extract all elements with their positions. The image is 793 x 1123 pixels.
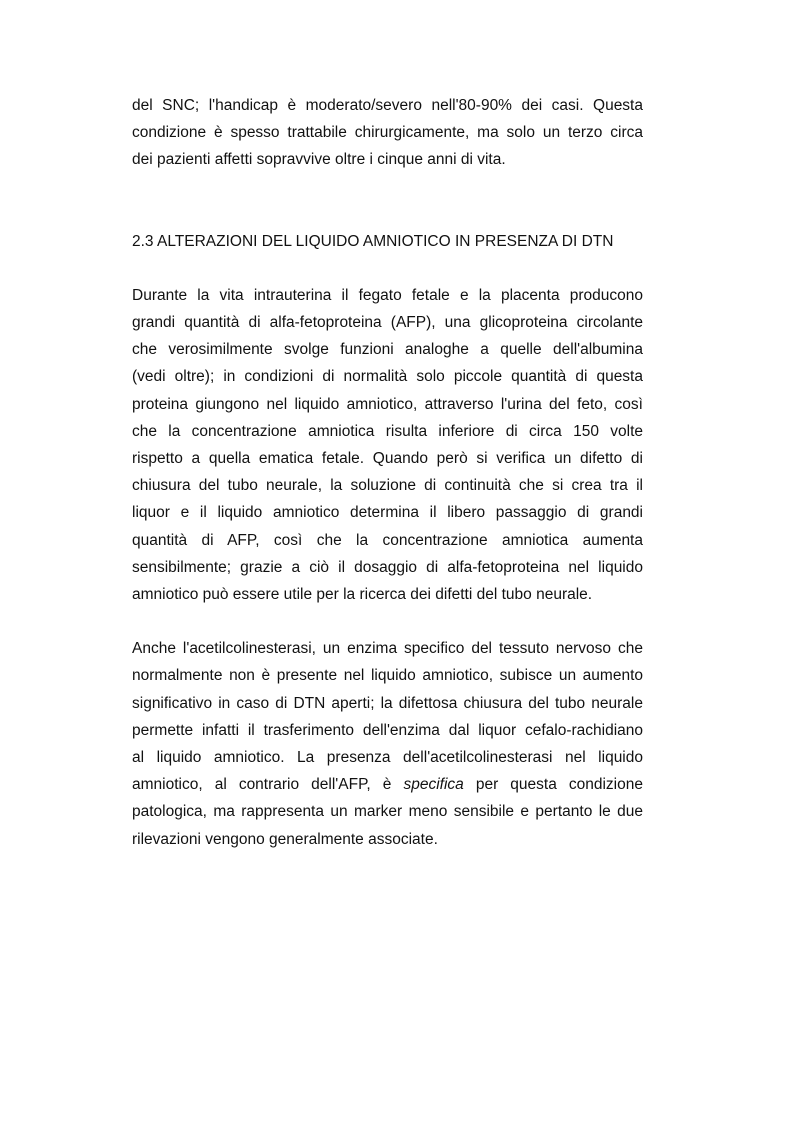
text-line-with-emphasis — [132, 771, 643, 798]
text-line: Durante la vita intrauterina il fegato fetale e la placenta producono — [132, 286, 643, 304]
document-page — [132, 92, 643, 853]
text-line: significativo in caso di DTN aperti; la difettosa chiusura del tubo neurale — [132, 694, 643, 712]
text-line: Anche l'acetilcolinesterasi, un enzima specifico del tessuto nervoso che — [132, 640, 643, 658]
text-line: patologica, ma rappresenta un marker meno sensibile e pertanto le due — [132, 803, 643, 821]
text-segment: amniotico, al contrario dell'AFP, è — [132, 776, 392, 794]
section-heading: 2.3 ALTERAZIONI DEL LIQUIDO AMNIOTICO IN PRESENZA DI DTN — [132, 232, 614, 250]
text-line: condizione è spesso trattabile chirurgicamente, ma solo un terzo circa — [132, 124, 643, 142]
text-line: rispetto a quella ematica fetale. Quando però si verifica un difetto di — [132, 450, 643, 468]
text-line: proteina giungono nel liquido amniotico, attraverso l'urina del feto, così — [132, 395, 643, 413]
paragraph-snc-handicap — [132, 92, 643, 174]
text-line: che verosimilmente svolge funzioni analoghe a quelle dell'albumina — [132, 341, 643, 359]
text-line: normalmente non è presente nel liquido amniotico, subisce un aumento — [132, 667, 643, 685]
paragraph-acetilcolinesterasi — [132, 635, 643, 853]
text-segment: per questa condizione — [475, 776, 643, 794]
text-line: amniotico può essere utile per la ricerca dei difetti del tubo neurale. — [132, 586, 593, 604]
text-line: sensibilmente; grazie a ciò il dosaggio di alfa-fetoproteina nel liquido — [132, 558, 643, 576]
text-line: al liquido amniotico. La presenza dell'acetilcolinesterasi nel liquido — [132, 749, 643, 767]
text-line: che la concentrazione amniotica risulta inferiore di circa 150 volte — [132, 422, 643, 440]
text-line: rilevazioni vengono generalmente associate. — [132, 830, 438, 848]
text-line: grandi quantità di alfa-fetoproteina (AFP), una glicoproteina circolante — [132, 314, 643, 332]
text-line: dei pazienti affetti sopravvive oltre i cinque anni di vita. — [132, 151, 506, 169]
text-line: chiusura del tubo neurale, la soluzione di continuità che si crea tra il — [132, 477, 643, 495]
text-line: (vedi oltre); in condizioni di normalità solo piccole quantità di questa — [132, 368, 643, 386]
text-line: del SNC; l'handicap è moderato/severo nell'80-90% dei casi. Questa — [132, 97, 643, 114]
text-line: quantità di AFP, così che la concentrazione amniotica aumenta — [132, 531, 643, 549]
paragraph-afp — [132, 282, 643, 608]
emphasis-specifica: specifica — [403, 776, 464, 794]
text-line: liquor e il liquido amniotico determina il libero passaggio di grandi — [132, 504, 643, 522]
text-line: permette infatti il trasferimento dell'enzima dal liquor cefalo-rachidiano — [132, 721, 643, 739]
